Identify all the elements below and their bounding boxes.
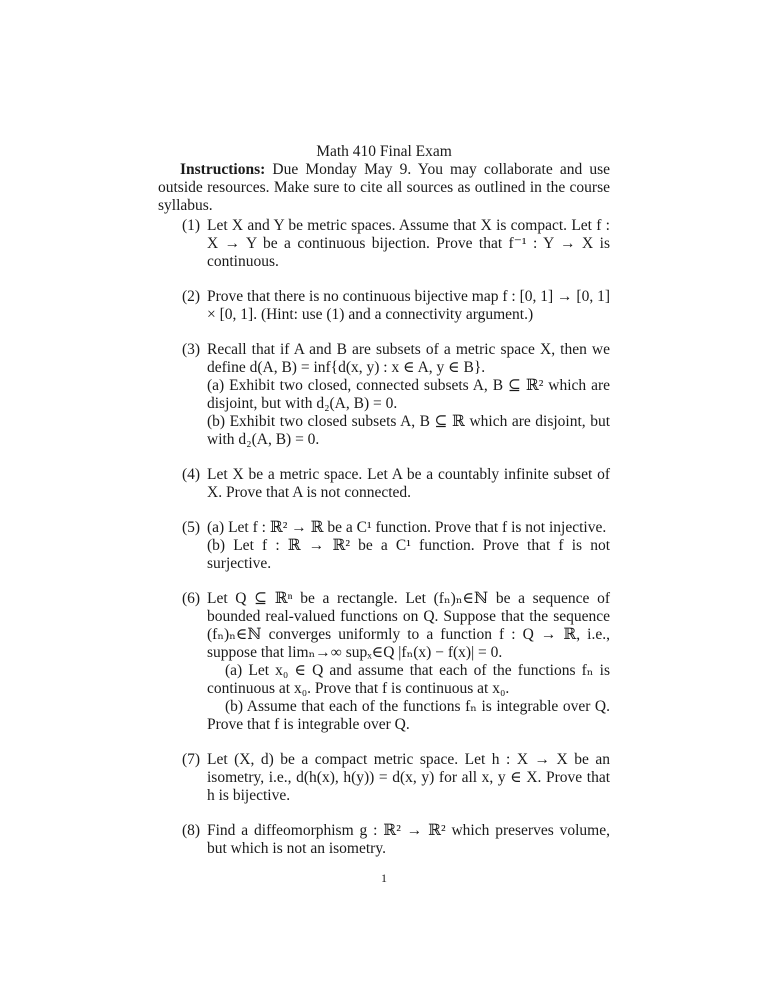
- instructions-text: Due Monday May 9. You may collaborate and use outside resources. Make sure to cite all sources as outlined in the course syllabus.: [158, 161, 610, 214]
- problem-number: (1): [182, 217, 201, 234]
- problem-item: [158, 288, 610, 324]
- problem-text: Recall that if A and B are subsets of a metric space X, then we define d(A, B) = inf{d(x, y) : x ∈ A, y ∈ B}.: [207, 341, 610, 376]
- problem-text: Find a diffeomorphism g : ℝ² → ℝ² which preserves volume, but which is not an isometry.: [207, 822, 610, 857]
- problem-list: [158, 217, 610, 858]
- problem-item: [158, 751, 610, 805]
- instructions-label: Instructions:: [180, 161, 266, 178]
- problem-text: Let (X, d) be a compact metric space. Let h : X → X be an isometry, i.e., d(h(x), h(y)) = d(x, y) for all x, y ∈ X. Prove that h is bijective.: [207, 751, 610, 804]
- problem-number: (5): [182, 519, 201, 536]
- page-number: 1: [381, 871, 387, 885]
- problem-item: [158, 590, 610, 734]
- problem-text: (b) Let f : ℝ → ℝ² be a C¹ function. Prove that f is not surjective.: [207, 537, 610, 572]
- page-title: Math 410 Final Exam: [316, 143, 452, 160]
- problem-text: Let X be a metric space. Let A be a countably infinite subset of X. Prove that A is not connected.: [207, 466, 610, 501]
- problem-text: (a) Let f : ℝ² → ℝ be a C¹ function. Prove that f is not injective.: [207, 519, 607, 536]
- problem-item: [158, 822, 610, 858]
- exam-page: [158, 0, 610, 906]
- problem-number: (8): [182, 822, 201, 839]
- problem-text: (a) Exhibit two closed, connected subsets A, B ⊆ ℝ² which are disjoint, but with d₂(A, B) = 0.: [207, 377, 610, 412]
- problem-number: (3): [182, 341, 201, 358]
- problem-text: (b) Exhibit two closed subsets A, B ⊆ ℝ which are disjoint, but with d₂(A, B) = 0.: [207, 413, 610, 448]
- problem-text: Let X and Y be metric spaces. Assume that X is compact. Let f : X → Y be a continuous bijection. Prove that f⁻¹ : Y → X is continuous.: [207, 217, 610, 270]
- problem-text: (a) Let x₀ ∈ Q and assume that each of the functions fₙ is continuous at x₀. Prove that f is continuous at x₀.: [207, 662, 610, 697]
- problem-item: [158, 519, 610, 573]
- problem-number: (6): [182, 590, 201, 607]
- problem-number: (2): [182, 288, 201, 305]
- problem-item: [158, 466, 610, 502]
- problem-item: [158, 217, 610, 271]
- problem-text: Let Q ⊆ ℝⁿ be a rectangle. Let (fₙ)ₙ∈ℕ be a sequence of bounded real-valued functions on Q. Suppose that the sequence (fₙ)ₙ∈ℕ converges uniformly to a function f : Q → ℝ, i.e., suppose that limₙ→∞ supₓ∈Q |fₙ(x) − f(x)| = 0.: [207, 590, 610, 661]
- problem-text: Prove that there is no continuous bijective map f : [0, 1] → [0, 1] × [0, 1]. (Hint: use (1) and a connectivity argument.): [207, 288, 610, 323]
- instructions: [158, 161, 610, 215]
- problem-text: (b) Assume that each of the functions fₙ is integrable over Q. Prove that f is integrable over Q.: [207, 698, 610, 733]
- problem-number: (4): [182, 466, 201, 483]
- problem-number: (7): [182, 751, 201, 768]
- problem-item: [158, 341, 610, 449]
